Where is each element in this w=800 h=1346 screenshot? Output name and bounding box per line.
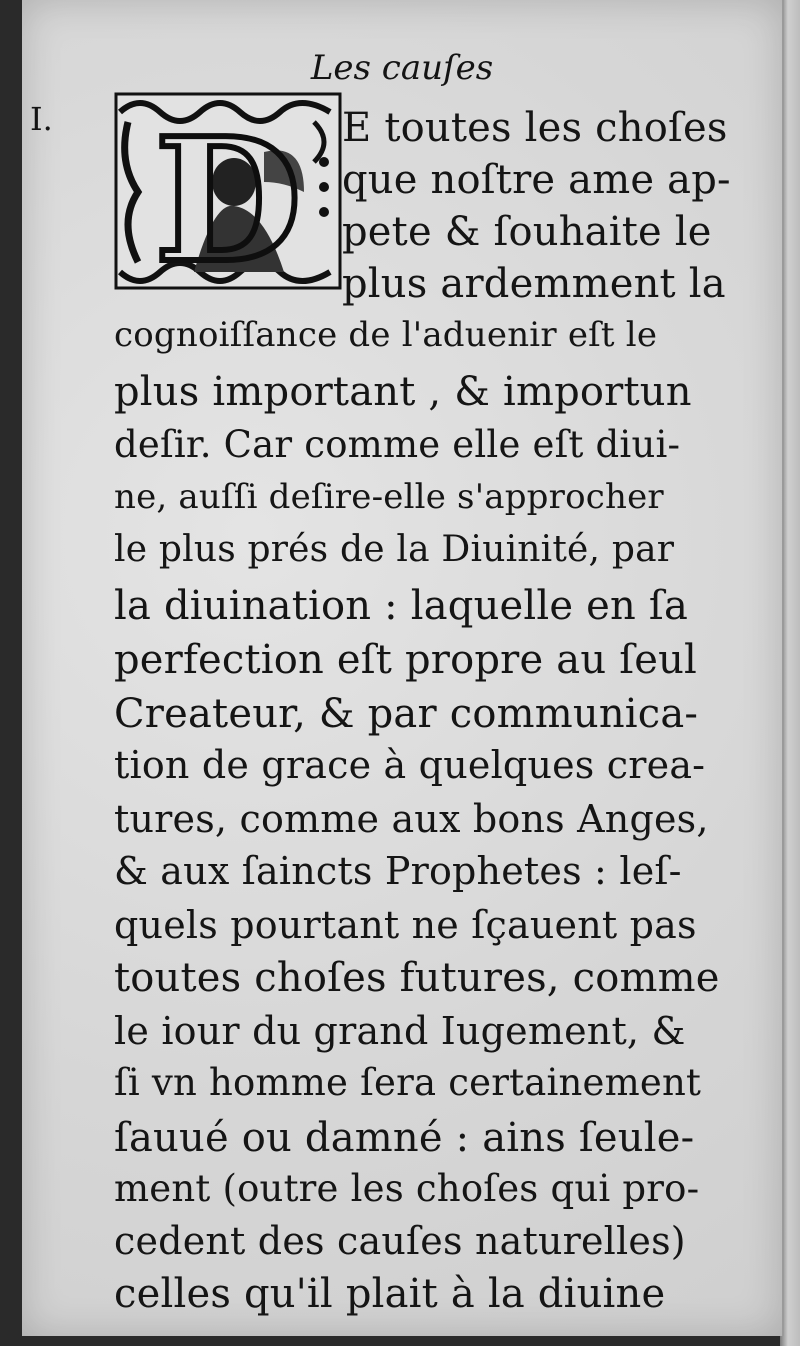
text-line: plus important , & importun: [114, 369, 692, 415]
text-line: la diuination : laquelle en ſa: [114, 583, 688, 629]
text-line: que noſtre ame ap-: [342, 157, 731, 203]
text-line: ſauué ou damné : ains ſeule-: [114, 1115, 695, 1161]
text-line: le plus prés de la Diuinité, par: [114, 529, 675, 570]
text-line: cognoiſſance de l'aduenir eſt le: [114, 315, 658, 355]
text-line: tures, comme aux bons Anges,: [114, 797, 709, 841]
book-page: [22, 0, 784, 1336]
running-head: Les cauſes: [310, 48, 494, 88]
text-line: E toutes les choſes: [342, 105, 728, 151]
initial-letter-glyph: D: [154, 101, 302, 290]
text-line: ment (outre les choſes qui pro-: [114, 1167, 700, 1210]
margin-number: I.: [30, 100, 53, 138]
text-line: & aux ſaincts Prophetes : leſ-: [114, 849, 682, 893]
text-line: quels pourtant ne ſçauent pas: [114, 903, 697, 947]
text-line: le iour du grand Iugement, &: [114, 1009, 686, 1053]
decorated-initial: [114, 92, 342, 290]
text-line: toutes choſes futures, comme: [114, 955, 720, 1001]
text-line: cedent des cauſes naturelles): [114, 1219, 686, 1263]
text-line: ne, auſſi deſire-elle s'approcher: [114, 477, 664, 517]
text-line: deſir. Car comme elle eſt diui-: [114, 423, 681, 466]
text-line: Createur, & par communica-: [114, 691, 699, 737]
text-line: tion de grace à quelques crea-: [114, 743, 706, 787]
text-line: perfection eſt propre au ſeul: [114, 637, 698, 683]
text-line: pete & ſouhaite le: [342, 209, 712, 255]
text-line: celles qu'il plait à la diuine: [114, 1271, 666, 1317]
text-line: plus ardemment la: [342, 261, 726, 307]
text-line: ſi vn homme ſera certainement: [114, 1061, 702, 1104]
